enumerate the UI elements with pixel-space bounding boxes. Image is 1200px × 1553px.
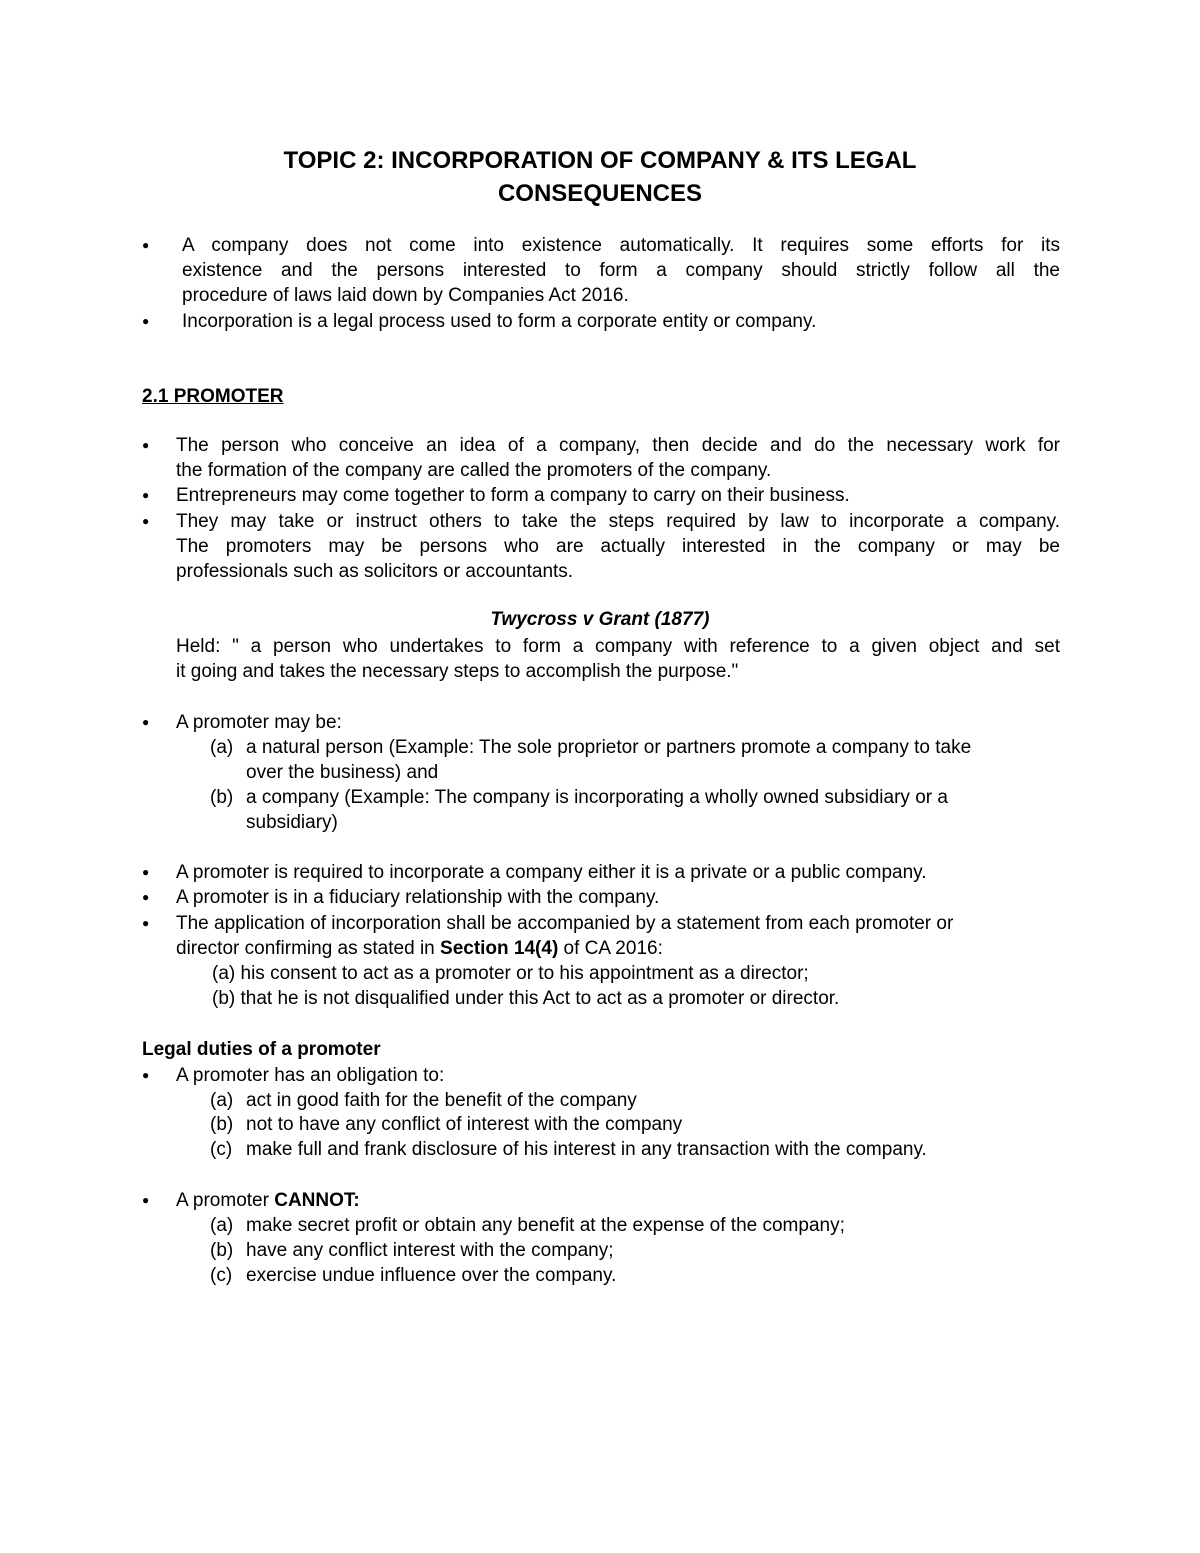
item-text xyxy=(246,785,1096,835)
bullet-text: A promoter is required to incorporate a company either it is a private or a public company. xyxy=(176,862,927,883)
text-line: Incorporation is a legal process used to form a corporate entity or company. xyxy=(182,311,817,332)
text-line: existence and the persons interested to form a company should strictly follow all the xyxy=(182,260,1060,281)
bullet-text xyxy=(176,433,1060,483)
section-heading-legal-duties: Legal duties of a promoter xyxy=(142,1039,381,1060)
bullet-icon: ● xyxy=(142,1193,150,1207)
section-heading-promoter: 2.1 PROMOTER xyxy=(142,386,284,407)
bullet-icon: ● xyxy=(142,314,150,328)
bullet-text: A promoter may be: xyxy=(176,712,342,733)
bullet-icon: ● xyxy=(142,916,150,930)
item-label: (a) xyxy=(210,737,234,758)
text-line: subsidiary) xyxy=(246,812,338,833)
case-title: Twycross v Grant (1877) xyxy=(490,609,710,630)
bullet-text xyxy=(182,233,1060,308)
item-label: (b) xyxy=(210,1240,234,1261)
text-line: professionals such as solicitors or accountants. xyxy=(176,561,574,582)
text-line: procedure of laws laid down by Companies Act 2016. xyxy=(182,285,629,306)
bullet-icon: ● xyxy=(142,488,150,502)
text-line: the formation of the company are called the promoters of the company. xyxy=(176,460,772,481)
item-text xyxy=(246,735,1096,785)
bullet-text xyxy=(176,509,1060,584)
item-label: (c) xyxy=(210,1139,233,1160)
text-segment: director confirming as stated in xyxy=(176,938,441,959)
bullet-icon: ● xyxy=(142,1068,150,1082)
text-line: a company (Example: The company is incorporating a wholly owned subsidiary or a xyxy=(246,787,948,808)
bullet-text xyxy=(182,309,1060,334)
emphasis-cannot: CANNOT: xyxy=(274,1190,360,1211)
bullet-icon: ● xyxy=(142,438,150,452)
application-item-a: (a) his consent to act as a promoter or to his appointment as a director; xyxy=(212,963,809,984)
item-text: not to have any conflict of interest with the company xyxy=(246,1114,683,1135)
bullet-text xyxy=(176,911,1060,961)
item-text: make full and frank disclosure of his interest in any transaction with the company. xyxy=(246,1139,927,1160)
text-segment: A promoter xyxy=(176,1190,275,1211)
bullet-text: A promoter has an obligation to: xyxy=(176,1065,445,1086)
bullet-icon: ● xyxy=(142,865,150,879)
bullet-icon: ● xyxy=(142,514,150,528)
bullet-text xyxy=(176,483,1060,508)
text-line: a natural person (Example: The sole proprietor or partners promote a company to take xyxy=(246,737,972,758)
item-text: have any conflict interest with the company; xyxy=(246,1240,614,1261)
text-line: The promoters may be persons who are actually interested in the company or may be xyxy=(176,536,1060,557)
item-label: (b) xyxy=(210,787,234,808)
bullet-text: A promoter is in a fiduciary relationship with the company. xyxy=(176,887,660,908)
item-label: (c) xyxy=(210,1265,233,1286)
bullet-icon: ● xyxy=(142,890,150,904)
text-line: it going and takes the necessary steps to accomplish the purpose." xyxy=(176,661,739,682)
item-text: exercise undue influence over the company. xyxy=(246,1265,617,1286)
application-item-b: (b) that he is not disqualified under this Act to act as a promoter or director. xyxy=(212,988,840,1009)
item-label: (b) xyxy=(210,1114,234,1135)
item-label: (a) xyxy=(210,1090,234,1111)
text-line: A company does not come into existence automatically. It requires some efforts for its xyxy=(182,235,1060,256)
text-segment: of CA 2016: xyxy=(558,938,663,959)
text-line xyxy=(176,936,1060,961)
title-line-1: TOPIC 2: INCORPORATION OF COMPANY & ITS LEGAL xyxy=(283,147,917,174)
section-reference: Section 14(4) xyxy=(440,938,559,959)
text-line: They may take or instruct others to take the steps required by law to incorporate a company. xyxy=(176,511,1060,532)
item-label: (a) xyxy=(210,1215,234,1236)
text-line: over the business) and xyxy=(246,762,439,783)
text-line: Entrepreneurs may come together to form a company to carry on their business. xyxy=(176,485,850,506)
text-line: The application of incorporation shall be accompanied by a statement from each promoter or xyxy=(176,913,954,934)
title-line-2: CONSEQUENCES xyxy=(497,180,703,207)
bullet-icon: ● xyxy=(142,238,150,252)
bullet-text xyxy=(176,1188,1060,1213)
bullet-icon: ● xyxy=(142,715,150,729)
text-line: The person who conceive an idea of a company, then decide and do the necessary work for xyxy=(176,435,1060,456)
page-title xyxy=(0,144,1200,210)
text-line: Held: " a person who undertakes to form a company with reference to a given object and set xyxy=(176,636,1060,657)
item-text: make secret profit or obtain any benefit at the expense of the company; xyxy=(246,1215,845,1236)
case-holding xyxy=(176,634,1060,684)
item-text: act in good faith for the benefit of the company xyxy=(246,1090,637,1111)
